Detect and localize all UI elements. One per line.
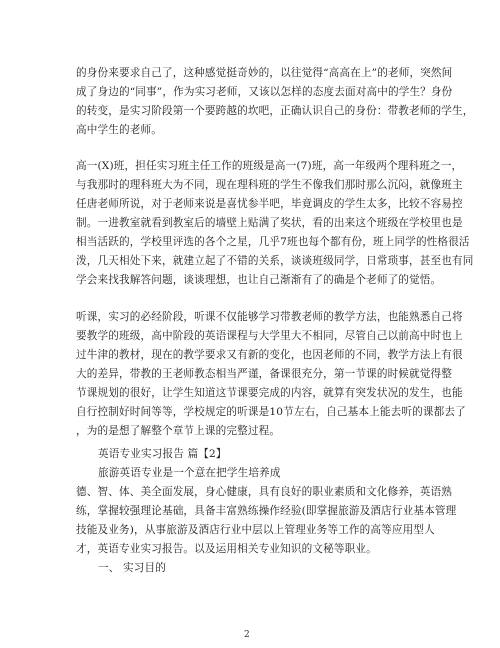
paragraph-line: 技能及业务)，从事旅游及酒店行业中层以上管理业务等工作的高等应用型人	[76, 524, 435, 536]
paragraph-line: 大的差异，带教的王老师教态相当严谨，备课很充分，第一节课的时候就觉得整	[76, 368, 453, 380]
paragraph-line: 与我那时的理科班大为不同，现在理科班的学生不像我们那时那么沉闷，就像班主	[76, 179, 463, 191]
paragraph-line: 高一(X)班，担任实习班主任工作的班级是高一(7)班，高一年级两个理科班之一，	[76, 160, 463, 172]
paragraph-line: 成了身边的“同事”，作为实习老师，又该以怎样的态度去面对高中的学生？身份	[76, 86, 453, 98]
paragraph-line: 过牛津的教材，现在的教学要求又有新的变化，也因老师的不同，教学方法上有很	[76, 349, 463, 361]
section-heading: 一、 实习目的	[98, 562, 166, 574]
paragraph-line: 要教学的班级，高中阶段的英语课程与大学里大不相同，尽管自己以前高中时也上	[76, 330, 463, 342]
paragraph-line: ，为的是想了解整个章节上课的完整过程。	[76, 425, 281, 437]
paragraph-line: 听课，实习的必经阶段，听课不仅能够学习带教老师的教学方法，也能熟悉自己将	[76, 311, 463, 323]
paragraph-line: 才，英语专业实习报告。以及运用相关专业知识的文秘等职业。	[76, 543, 377, 555]
paragraph-line: 练，掌握较强理论基础，具备丰富熟练操作经验(即掌握旅游及酒店行业基本管理	[76, 505, 457, 517]
paragraph-line: 任唐老师所说，对于老师来说是喜忧参半吧，毕竟调皮的学生太多，比较不容易控	[76, 198, 463, 210]
page-number: 2	[244, 630, 250, 640]
paragraph-line: 泼，几天相处下来，就建立起了不错的关系，谈谈班级同学，日常琐事，甚至也有同	[76, 255, 474, 267]
paragraph-line: 的身份来要求自己了，这种感觉挺奇妙的，以往觉得“高高在上”的老师，突然间	[76, 67, 453, 79]
paragraph-line: 相当活跃的，学校里评选的各个之星，几乎7班也每个都有份，班上同学的性格很活	[76, 236, 470, 248]
paragraph-line: 高中学生的老师。	[76, 124, 162, 136]
paragraph-line: 旅游英语专业是一个意在把学生培养成	[98, 467, 281, 479]
paragraph-line: 节课规划的很好，让学生知道这节课要完成的内容，就算有突发状况的发生，也能	[76, 387, 463, 399]
paragraph-line: 自行控制好时间等等，学校规定的听课是10节左右，自己基本上能去听的课都去了	[76, 406, 466, 418]
paragraph-line: 的转变，是实习阶段第一个要跨越的坎吧，正确认识自己的身份：带教老师的学生，	[76, 105, 474, 117]
paragraph-line: 制。一进教室就看到教室后的墙壁上贴满了奖状，看的出来这个班级在学校里也是	[76, 217, 463, 229]
paragraph-line: 学会来找我解答问题，谈谈理想，也让自己渐渐有了的确是个老师了的觉悟。	[76, 274, 442, 286]
paragraph-line: 德、智、体、美全面发展，身心健康，具有良好的职业素质和文化修养，英语熟	[76, 486, 453, 498]
section-heading: 英语专业实习报告 篇【2】	[98, 448, 227, 460]
